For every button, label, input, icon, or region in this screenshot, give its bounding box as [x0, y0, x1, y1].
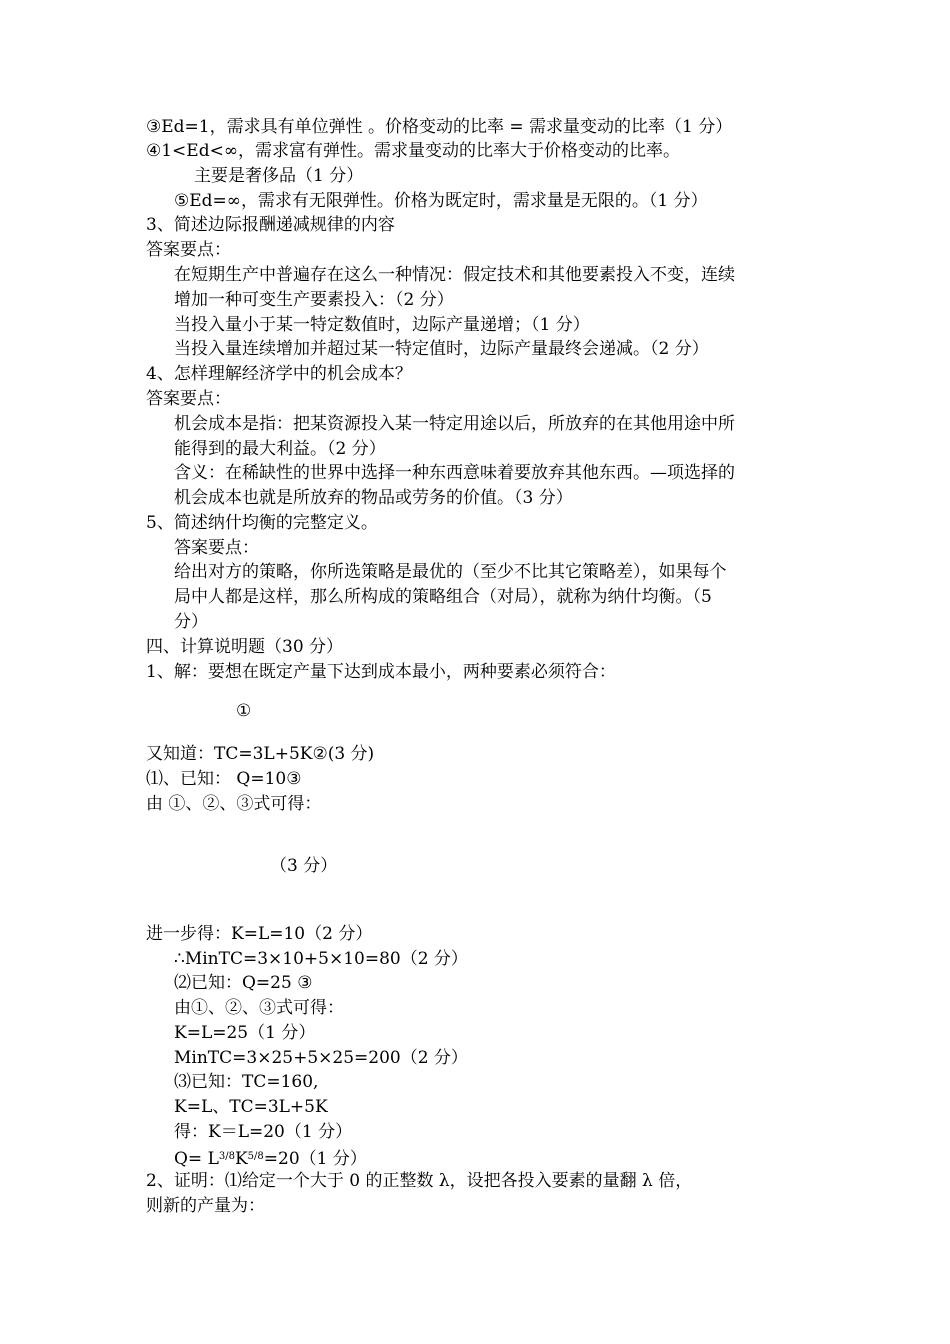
text-line: 则新的产量为： [146, 1196, 265, 1216]
text-line: K=L=25（1 分） [174, 1023, 316, 1043]
text-line: 能得到的最大利益。（2 分） [174, 439, 386, 459]
text-line: 当投入量小于某一特定数值时，边际产量递增；（1 分） [174, 315, 590, 335]
text-line: ④1<Ed<∞，需求富有弹性。需求量变动的比率大于价格变动的比率。 [146, 141, 680, 161]
text-line: ⑵已知：Q=25 ③ [174, 973, 313, 993]
text-line: K=L、TC=3L+5K [174, 1097, 328, 1117]
section-heading: 5、简述纳什均衡的完整定义。 [146, 513, 378, 533]
text-line: 增加一种可变生产要素投入：（2 分） [174, 290, 454, 310]
text-line: 当投入量连续增加并超过某一特定值时，边际产量最终会递减。（2 分） [174, 339, 709, 359]
text-line: 主要是奢侈品（1 分） [194, 166, 364, 186]
text-line: 在短期生产中普遍存在这么一种情况：假定技术和其他要素投入不变，连续 [174, 265, 735, 285]
section-heading: 四、计算说明题（30 分） [146, 637, 344, 657]
text-line: 1、解：要想在既定产量下达到成本最小，两种要素必须符合： [146, 662, 616, 682]
text-line: 答案要点： [174, 538, 259, 558]
text-line: 进一步得：K=L=10（2 分） [146, 924, 373, 944]
text-line: 给出对方的策略，你所选策略是最优的（至少不比其它策略差），如果每个 [174, 562, 727, 582]
section-heading: 4、怎样理解经济学中的机会成本？ [146, 364, 412, 384]
formula-mid: K [234, 1149, 248, 1169]
text-line: 得：K＝L=20（1 分） [174, 1122, 353, 1142]
text-line: 分） [174, 612, 208, 632]
text-line: 机会成本是指：把某资源投入某一特定用途以后，所放弃的在其他用途中所 [174, 414, 735, 434]
text-line: ∴MinTC=3×10+5×10=80（2 分） [174, 949, 468, 969]
text-line: ⑶已知：TC=160, [174, 1072, 319, 1092]
text-line: ⑴、已知： Q=10③ [146, 769, 302, 789]
formula-prefix: Q= L [174, 1149, 219, 1169]
text-line: 答案要点： [146, 389, 231, 409]
section-heading: 3、简述边际报酬递减规律的内容 [146, 215, 395, 235]
text-line: 局中人都是这样，那么所构成的策略组合（对局），就称为纳什均衡。（5 [174, 587, 712, 607]
text-line: 含义：在稀缺性的世界中选择一种东西意味着要放弃其他东西。—项选择的 [174, 463, 735, 483]
equation-marker: ① [236, 701, 252, 721]
formula-line [174, 1146, 367, 1170]
formula-suffix: =20（1 分） [263, 1149, 367, 1169]
text-line: 又知道：TC=3L+5K②(3 分) [146, 744, 375, 764]
text-line: ⑤Ed=∞，需求有无限弹性。价格为既定时，需求量是无限的。（1 分） [174, 191, 708, 211]
text-line: ③Ed=1，需求具有单位弹性 。价格变动的比率 = 需求量变动的比率（1 分） [146, 117, 733, 137]
section-heading: 2、证明：⑴给定一个大于 0 的正整数 λ，设把各投入要素的量翻 λ 倍， [146, 1171, 693, 1191]
text-line: 由 ①、②、③式可得： [146, 794, 322, 814]
text-line: MinTC=3×25+5×25=200（2 分） [174, 1048, 468, 1068]
formula-exponent: 3/8 [218, 1151, 235, 1162]
text-line: 机会成本也就是所放弃的物品或劳务的价值。（3 分） [174, 488, 573, 508]
text-line: 由①、②、③式可得： [174, 998, 344, 1018]
text-line: （3 分） [270, 856, 338, 876]
text-line: 答案要点： [146, 240, 231, 260]
formula-exponent: 5/8 [247, 1151, 264, 1162]
